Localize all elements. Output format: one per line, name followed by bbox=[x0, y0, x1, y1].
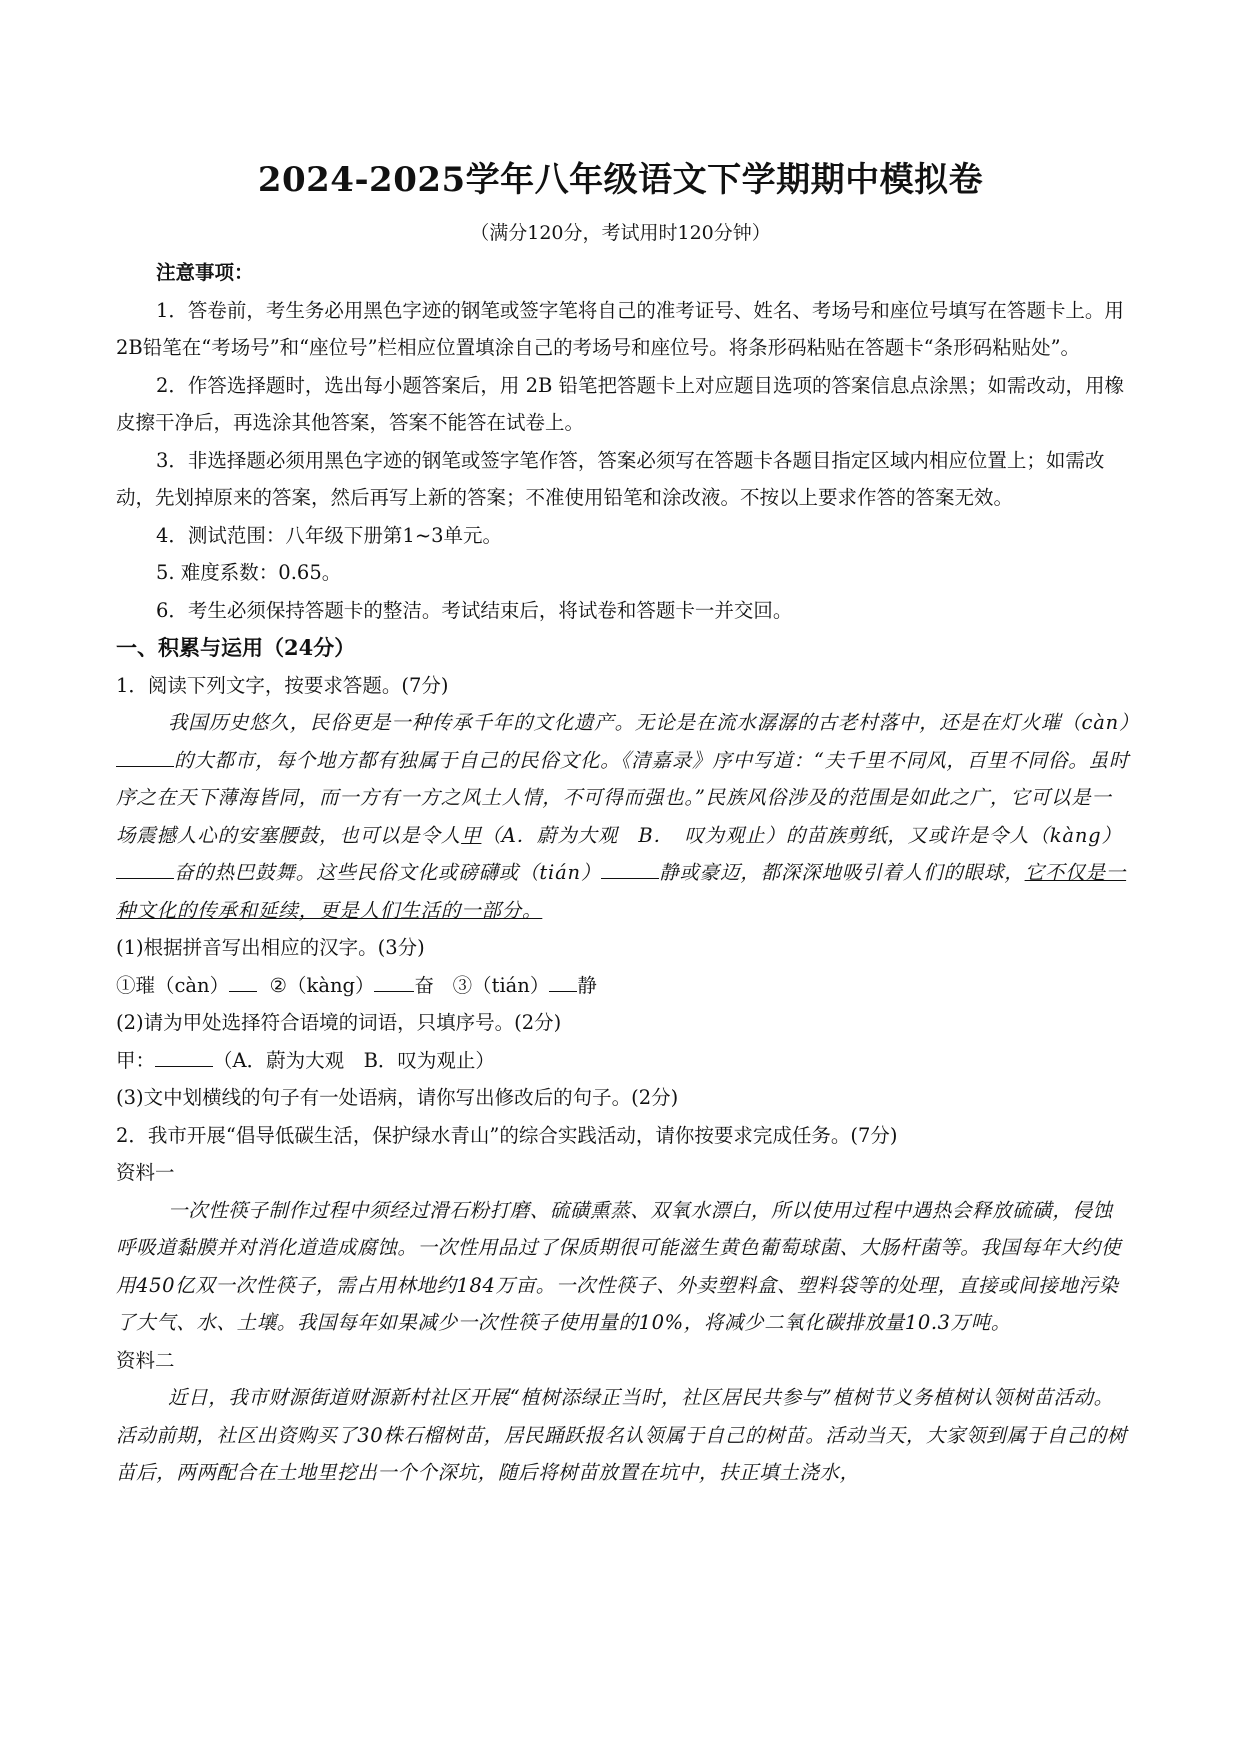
material-1-label: 资料一 bbox=[116, 1161, 175, 1184]
blank-label-kang: ②（kàng） bbox=[269, 973, 375, 997]
question-1-sub1-blanks bbox=[116, 967, 1130, 1005]
answer-blank bbox=[116, 856, 174, 879]
exam-subtitle: （满分120分，考试用时120分钟） bbox=[470, 222, 771, 244]
material-2-text: 近日，我市财源街道财源新村社区开展“植树添绿正当时，社区居民共参与”植树节义务植树认领树苗活动。活动前期，社区出资购买了30株石榴树苗，居民踊跃报名认领属于自己的树苗。活动当天，大家领到属于自己的树苗后，两两配合在土地里挖出一个个深坑，随后将树苗放置在坑中，扶正填土浇水， bbox=[116, 1386, 1127, 1484]
answer-blank bbox=[549, 969, 577, 992]
blank-label-tian: ③（tián） bbox=[452, 973, 550, 997]
notice-item-5: 5. 难度系数：0.65。 bbox=[156, 561, 342, 584]
notice-item-4: 4．测试范围：八年级下册第1~3单元。 bbox=[156, 523, 503, 547]
blank-tail-fen: 奋 bbox=[414, 973, 434, 997]
notice-item-1: 1．答卷前，考生务必用黑色字迹的钢笔或签字笔将自己的准考证号、姓名、考场号和座位号填写在答题卡上。用2B铅笔在“考场号”和“座位号”栏相应位置填涂自己的考场号和座位号。将条形码粘贴在答题卡“条形码粘贴处”。 bbox=[116, 298, 1124, 359]
answer-blank bbox=[601, 856, 659, 879]
answer-label-jia: 甲： bbox=[116, 1048, 156, 1072]
blank-label-can: ①璀（càn） bbox=[116, 973, 230, 997]
exam-body bbox=[116, 254, 1140, 1492]
question-1-sub2-answer bbox=[116, 1042, 1130, 1080]
material-1-text: 一次性筷子制作过程中须经过滑石粉打磨、硫磺熏蒸、双氧水漂白，所以使用过程中遇热会释放硫磺，侵蚀呼吸道黏膜并对消化道造成腐蚀。一次性用品过了保质期很可能滋生黄色葡萄球菌、大肠杆菌等。我国每年大约使用450亿双一次性筷子，需占用林地约184万亩。一次性筷子、外卖塑料盒、塑料袋等的处理，直接或间接地污染了大气、水、土壤。我国每年如果减少一次性筷子使用量的10%，将减少二氧化碳排放量10.3万吨。 bbox=[116, 1198, 1122, 1334]
passage-part-d: 奋的热巴鼓舞。这些民俗文化或磅礴或（tián） bbox=[174, 861, 602, 884]
answer-options: （A．蔚为大观 B．叹为观止） bbox=[213, 1048, 495, 1072]
answer-blank bbox=[155, 1044, 213, 1067]
passage-part-c: （A．蔚为大观 B． 叹为观止）的苗族剪纸，又或许是令人（kàng） bbox=[481, 823, 1122, 847]
passage-marker-jia: 甲 bbox=[461, 823, 482, 847]
section-heading: 一、积累与运用（24分） bbox=[116, 635, 356, 660]
passage-part-a: 我国历史悠久，民俗更是一种传承千年的文化遗产。无论是在流水潺潺的古老村落中，还是在灯火璀（càn） bbox=[168, 711, 1140, 734]
page-title: 2024-2025学年八年级语文下学期期中模拟卷 bbox=[257, 160, 984, 200]
notice-item-2: 2．作答选择题时，选出每小题答案后，用 2B 铅笔把答题卡上对应题目选项的答案信息点涂黑；如需改动，用橡皮擦干净后，再选涂其他答案，答案不能答在试卷上。 bbox=[116, 373, 1125, 434]
blank-tail-jing: 静 bbox=[577, 973, 597, 997]
question-1-passage bbox=[116, 704, 1140, 929]
question-1-sub2: (2)请为甲处选择符合语境的词语，只填序号。(2分) bbox=[116, 1011, 562, 1034]
notice-heading: 注意事项： bbox=[156, 261, 254, 284]
passage-part-e: 静或豪迈，都深深地吸引着人们的眼球， bbox=[659, 861, 1025, 884]
notice-item-3: 3．非选择题必须用黑色字迹的钢笔或签字笔作答，答案必须写在答题卡各题目指定区域内相应位置上；如需改动，先划掉原来的答案，然后再写上新的答案；不准使用铅笔和涂改液。不按以上要求作答的答案无效。 bbox=[116, 448, 1105, 509]
question-1-stem: 1．阅读下列文字，按要求答题。(7分) bbox=[116, 673, 449, 697]
passage-part-b: 的大都市，每个地方都有独属于自己的民俗文化。《清嘉录》序中写道：“夫千里不同风，百里不同俗。虽时序之在天下薄海皆同，而一方有一方之风土人情，不可得而强也。”民族风俗涉及的范围是如此之广，它可以是一场震撼人心的安塞腰鼓，也可以是令人 bbox=[116, 748, 1130, 847]
answer-blank bbox=[374, 969, 414, 992]
answer-blank bbox=[229, 969, 257, 992]
answer-blank bbox=[116, 744, 174, 767]
question-1-sub1: (1)根据拼音写出相应的汉字。(3分) bbox=[116, 936, 425, 959]
question-1-sub3: (3)文中划横线的句子有一处语病，请你写出修改后的句子。(2分) bbox=[116, 1086, 679, 1109]
material-2-label: 资料二 bbox=[116, 1348, 175, 1372]
notice-item-6: 6．考生必须保持答题卡的整洁。考试结束后，将试卷和答题卡一并交回。 bbox=[156, 598, 793, 622]
question-2-stem: 2．我市开展“倡导低碳生活，保护绿水青山”的综合实践活动，请你按要求完成任务。(7分) bbox=[116, 1123, 898, 1147]
passage-underlined-sentence: 它不仅是一种文化的传承和延续，更是人们生活的一部分。 bbox=[116, 861, 1127, 922]
